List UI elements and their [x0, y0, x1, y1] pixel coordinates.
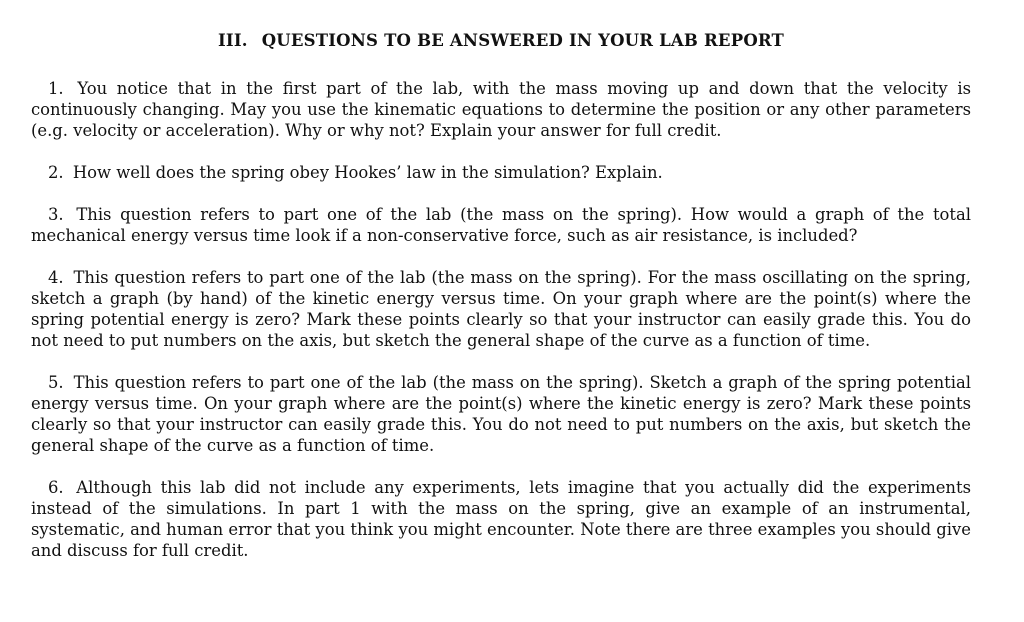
question-text: How well does the spring obey Hookes’ law in the simulation? Explain. [72, 163, 663, 182]
question-text: This question refers to part one of the lab (the mass on the spring). How would a graph of the total mechanical energy versus time look if a non-conservative force, such as air resistance, is included? [31, 205, 971, 245]
question-number: 4. [48, 268, 64, 287]
question-number: 1. [48, 79, 64, 98]
document-page [31, 30, 971, 582]
section-heading [31, 30, 971, 52]
section-title: QUESTIONS TO BE ANSWERED IN YOUR LAB REPORT [261, 31, 784, 50]
question-number: 5. [48, 373, 64, 392]
question-number: 2. [48, 163, 64, 182]
question-number: 3. [48, 205, 64, 224]
question-number: 6. [48, 478, 64, 497]
question-text: This question refers to part one of the lab (the mass on the spring). Sketch a graph of the spring potential energy versus time. On your graph where are the point(s) where the kinetic energy is zero? Mark these points clearly so that your instructor can easily grade this. You do not need to put numbers on the axis, but sketch the general shape of the curve as a function of time. [31, 373, 971, 455]
question-text: This question refers to part one of the lab (the mass on the spring). For the mass oscillating on the spring, sketch a graph (by hand) of the kinetic energy versus time. On your graph where are the point(s) where the spring potential energy is zero? Mark these points clearly so that your instructor can easily grade this. You do not need to put numbers on the axis, but sketch the general shape of the curve as a function of time. [31, 268, 971, 350]
question-2 [31, 162, 971, 183]
section-number: III. [218, 31, 248, 50]
question-1 [31, 78, 971, 141]
question-3 [31, 204, 971, 246]
question-5 [31, 372, 971, 456]
question-text: Although this lab did not include any experiments, lets imagine that you actually did the experiments instead of the simulations. In part 1 with the mass on the spring, give an example of an instrumental, systematic, and human error that you think you might encounter. Note there are three examples you should give and discuss for full credit. [31, 478, 971, 560]
question-6 [31, 477, 971, 561]
question-4 [31, 267, 971, 351]
question-text: You notice that in the first part of the lab, with the mass moving up and down that the velocity is continuously changing. May you use the kinematic equations to determine the position or any other parameters (e.g. velocity or acceleration). Why or why not? Explain your answer for full credit. [31, 79, 972, 140]
